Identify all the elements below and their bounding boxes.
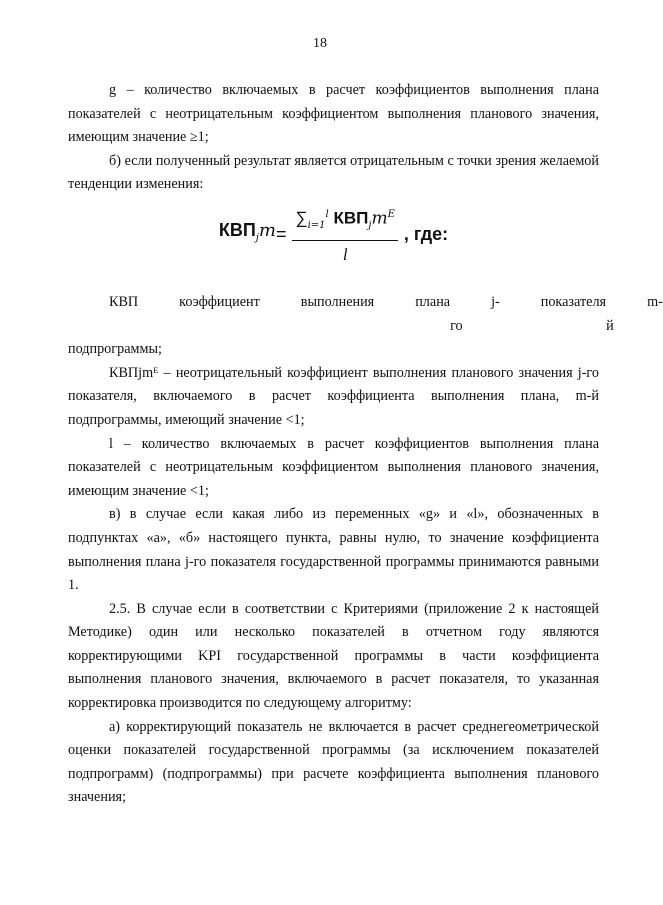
page-number: 18 xyxy=(313,36,327,51)
def-word: m-й xyxy=(606,293,663,334)
paragraph-2-5: 2.5. В случае если в соответствии с Критериями (приложение 2 к настоящей Методике) один или несколько показателей в отчетном году являются корректирующими KPI государственной программы в части коэффициента выполнения планового значения, включаемого в расчет показателя, то указанная корректировка производится по следующему алгоритму: xyxy=(68,600,599,712)
def-word: коэффициент xyxy=(179,293,260,310)
paragraph-kvp-continuation: подпрограммы; xyxy=(68,341,162,358)
def-word: КВП xyxy=(109,293,139,310)
formula-tail: , где: xyxy=(403,224,449,245)
paragraph-g-definition: g – количество включаемых в расчет коэффициентов выполнения плана показателей с неотрицательным коэффициентом выполнения планового значения, имеющим значение ≥1; xyxy=(68,82,599,146)
paragraph-kvp-definition xyxy=(68,291,663,338)
formula-equals: = xyxy=(275,224,287,245)
def-word: j-го xyxy=(450,293,500,334)
formula-denominator: l xyxy=(342,244,348,264)
paragraph-kvpe-definition: КВПjmᴱ – неотрицательный коэффициент выполнения планового значения j-го показателя, включаемого в расчет коэффициента выполнения плана, m-й подпрограммы, имеющий значение <1; xyxy=(68,364,599,428)
paragraph-a: а) корректирующий показатель не включается в расчет среднегеометрической оценки показателей государственной программы (за исключением показателей подпрограмм) (подпрограммы) при расчете коэффициента выполнения планового значения; xyxy=(68,718,599,806)
def-word: выполнения xyxy=(300,293,375,310)
paragraph-v: в) в случае если какая либо из переменных «g» и «l», обозначенных в подпунктах «а», «б» настоящего пункта, равны нулю, то значение коэффициента выполнения плана j-го показателя государственной программы принимаются равными 1. xyxy=(68,506,599,594)
formula-fraction xyxy=(292,203,397,266)
paragraph-l-definition: l – количество включаемых в расчет коэффициентов выполнения плана показателей с неотрицательным коэффициентом выполнения планового значения, имеющим значение <1; xyxy=(68,435,599,499)
body-text xyxy=(68,79,663,810)
def-word: плана xyxy=(415,293,451,310)
formula-numerator: $\sum_{i=1}^l$ $КВП_jm^E$ xyxy=(292,203,397,241)
paragraph-b: б) если полученный результат является отрицательным с точки зрения желаемой тенденции изменения: xyxy=(68,152,599,193)
formula-kvp xyxy=(68,201,599,269)
def-word: показателя xyxy=(540,293,607,310)
formula-lhs: $КВП_jm$ xyxy=(218,220,276,244)
